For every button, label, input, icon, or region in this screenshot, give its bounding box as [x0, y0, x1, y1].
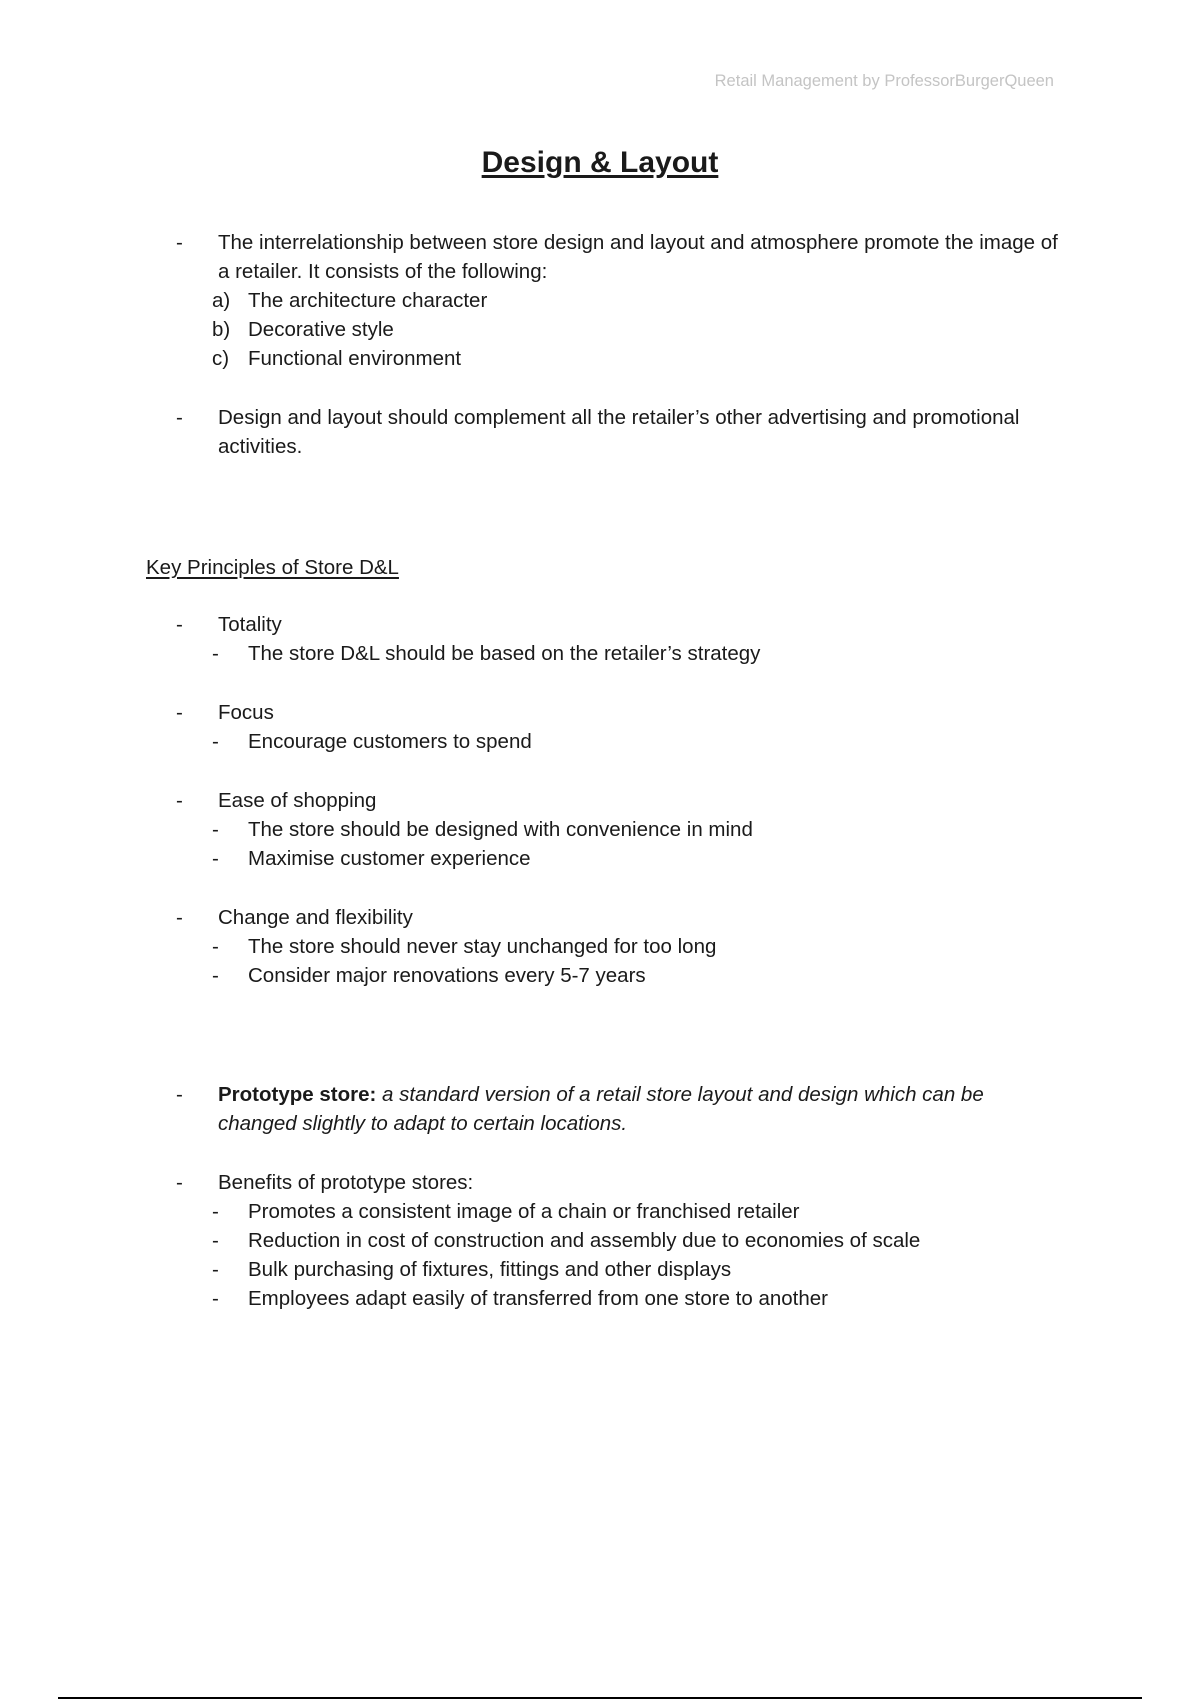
- list-item: [176, 1226, 1068, 1255]
- list-marker: -: [212, 642, 219, 665]
- list-marker: -: [212, 847, 219, 870]
- list-item: [176, 315, 1068, 344]
- principle-label: Ease of shopping: [218, 789, 377, 812]
- bullet-marker: -: [176, 906, 183, 929]
- list-marker: -: [212, 1287, 219, 1310]
- list-marker: b): [212, 318, 231, 341]
- list-item: [176, 727, 1068, 756]
- list-marker: -: [212, 964, 219, 987]
- principle-label: Change and flexibility: [218, 906, 413, 929]
- principle-sub-list: [176, 727, 1068, 756]
- principle-label: Focus: [218, 701, 274, 724]
- list-item-text: Consider major renovations every 5-7 years: [248, 964, 646, 987]
- list-marker: -: [212, 1200, 219, 1223]
- list-item-text: The store D&L should be based on the retailer’s strategy: [248, 642, 761, 665]
- intro-bullet-1-text: The interrelationship between store design and layout and atmosphere promote the image of a retailer. It consists of the following:: [218, 231, 1058, 283]
- list-item-text: The architecture character: [248, 289, 488, 312]
- list-item: [176, 344, 1068, 373]
- list-marker: -: [212, 1258, 219, 1281]
- principle-content: [212, 786, 1068, 873]
- principle-content: [212, 610, 1068, 668]
- bottom-rule: [58, 1697, 1142, 1699]
- list-item-text: Promotes a consistent image of a chain or franchised retailer: [248, 1200, 800, 1223]
- list-item-text: Employees adapt easily of transferred from one store to another: [248, 1287, 829, 1310]
- principle-sub-list: [176, 932, 1068, 990]
- bullet-marker: -: [176, 406, 183, 429]
- principle-sub-list: [176, 639, 1068, 668]
- intro-bullet-1-content: [212, 228, 1068, 373]
- list-item-text: The store should never stay unchanged for too long: [248, 935, 717, 958]
- bullet-marker: -: [176, 231, 183, 254]
- bullet-marker: -: [176, 1083, 183, 1106]
- benefits-sub-list: [176, 1197, 1068, 1313]
- benefits-label: Benefits of prototype stores:: [218, 1171, 474, 1194]
- header-note: Retail Management by ProfessorBurgerQueen: [714, 72, 1054, 90]
- intro-sub-list: [176, 286, 1068, 373]
- list-item: [176, 932, 1068, 961]
- principle-content: [212, 698, 1068, 756]
- list-marker: c): [212, 347, 230, 370]
- list-item-text: Bulk purchasing of fixtures, fittings and other displays: [248, 1258, 732, 1281]
- list-item-text: Reduction in cost of construction and assembly due to economies of scale: [248, 1229, 921, 1252]
- list-item: [176, 1255, 1068, 1284]
- list-item: [176, 286, 1068, 315]
- list-marker: a): [212, 289, 231, 312]
- list-item-text: Functional environment: [248, 347, 462, 370]
- list-item: [176, 639, 1068, 668]
- principle-content: [212, 903, 1068, 990]
- prototype-term: Prototype store:: [218, 1083, 377, 1106]
- bullet-marker: -: [176, 613, 183, 636]
- principle-label: Totality: [218, 613, 282, 636]
- list-item: [176, 961, 1068, 990]
- list-item-text: Maximise customer experience: [248, 847, 531, 870]
- principle-sub-list: [176, 815, 1068, 873]
- bullet-marker: -: [176, 701, 183, 724]
- list-marker: -: [212, 935, 219, 958]
- bullet-marker: -: [176, 789, 183, 812]
- list-marker: -: [212, 818, 219, 841]
- list-item: [176, 1284, 1068, 1313]
- list-item: [176, 844, 1068, 873]
- list-marker: -: [212, 1229, 219, 1252]
- intro-bullet-2-text: Design and layout should complement all the retailer’s other advertising and promotional activities.: [218, 406, 1020, 458]
- list-marker: -: [212, 730, 219, 753]
- prototype-definition-content: [218, 1080, 1068, 1138]
- list-item-text: Encourage customers to spend: [248, 730, 532, 753]
- prototype-definition-text: a standard version of a retail store layout and design which can be changed slightly to adapt to certain locations.: [218, 1083, 984, 1135]
- list-item-text: Decorative style: [248, 318, 394, 341]
- list-item: [176, 815, 1068, 844]
- list-item: [176, 1197, 1068, 1226]
- benefits-content: [212, 1168, 1068, 1313]
- page-title: Design & Layout: [481, 146, 719, 179]
- bullet-marker: -: [176, 1171, 183, 1194]
- section-heading: Key Principles of Store D&L: [146, 556, 399, 579]
- list-item-text: The store should be designed with convenience in mind: [248, 818, 753, 841]
